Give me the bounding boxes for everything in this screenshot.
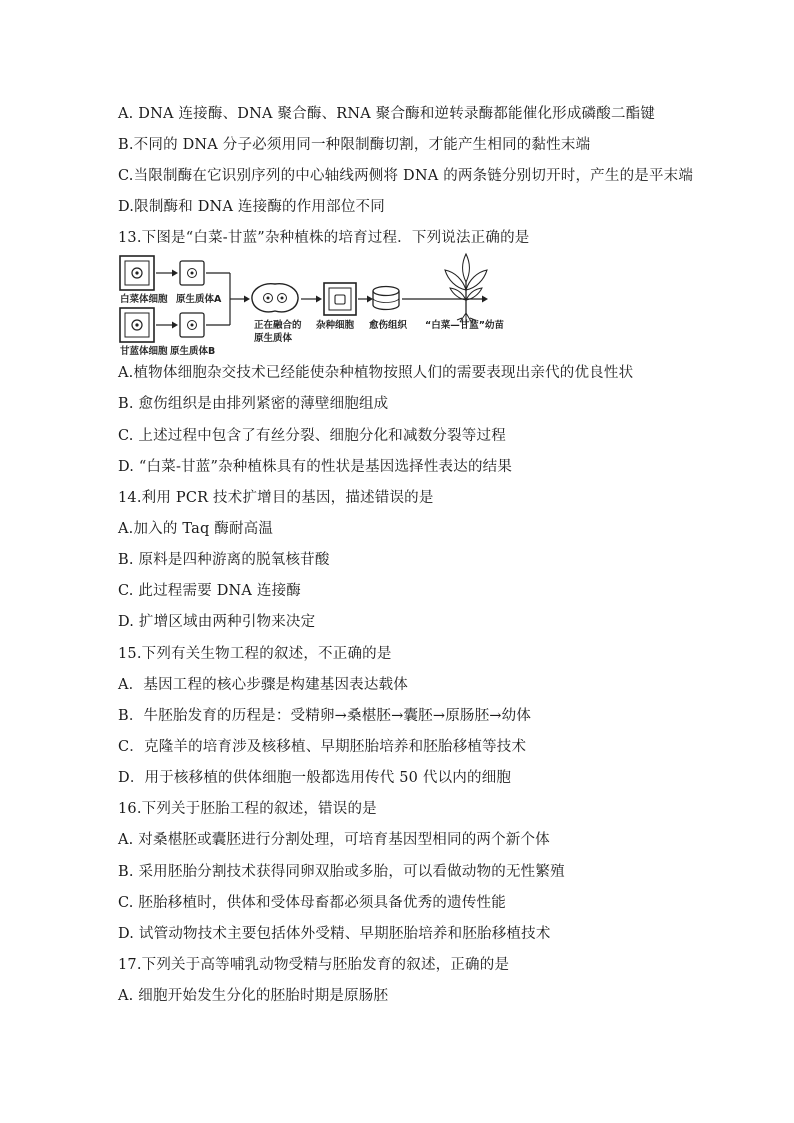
q16-stem: 16.下列关于胚胎工程的叙述，错误的是 [118, 801, 377, 817]
q15-option-a: A．基因工程的核心步骤是构建基因表达载体 [118, 677, 408, 693]
q17-stem: 17.下列关于高等哺乳动物受精与胚胎发育的叙述，正确的是 [118, 957, 510, 973]
ganlan-cell-icon [120, 308, 154, 342]
q13-option-c: C. 上述过程中包含了有丝分裂、细胞分化和减数分裂等过程 [118, 428, 506, 444]
label-callus: 愈伤组织 [369, 320, 408, 331]
q16-option-b: B. 采用胚胎分割技术获得同卵双胎或多胎，可以看做动物的无性繁殖 [118, 864, 565, 880]
q13-option-b: B. 愈伤组织是由排列紧密的薄壁细胞组成 [118, 396, 389, 412]
hybrid-plant-diagram [118, 252, 678, 360]
q12-option-d: D.限制酶和 DNA 连接酶的作用部位不同 [118, 199, 385, 215]
q15-stem: 15.下列有关生物工程的叙述，不正确的是 [118, 646, 392, 662]
q12-option-a: A. DNA 连接酶、DNA 聚合酶、RNA 聚合酶和逆转录酶都能催化形成磷酸二酯键 [118, 106, 656, 122]
label-fusing-2: 原生质体 [254, 333, 293, 344]
protoplast-a-icon [180, 261, 204, 285]
callus-icon [373, 287, 399, 310]
label-protoplast-b: 原生质体B [170, 346, 216, 357]
label-seedling: “白菜—甘蓝”幼苗 [425, 320, 504, 331]
q16-option-c: C. 胚胎移植时，供体和受体母畜都必须具备优秀的遗传性能 [118, 895, 506, 911]
q14-option-b: B. 原料是四种游离的脱氧核苷酸 [118, 552, 330, 568]
q13-stem: 13.下图是“白菜-甘蓝”杂种植株的培育过程．下列说法正确的是 [118, 230, 530, 246]
q17-option-a: A. 细胞开始发生分化的胚胎时期是原肠胚 [118, 988, 389, 1004]
q16-option-a: A. 对桑椹胚或囊胚进行分割处理，可培育基因型相同的两个新个体 [118, 832, 550, 848]
q12-option-c: C.当限制酶在它识别序列的中心轴线两侧将 DNA 的两条链分别切开时，产生的是平末端 [118, 168, 694, 184]
label-hybrid-cell: 杂种细胞 [316, 320, 355, 331]
q16-option-d: D. 试管动物技术主要包括体外受精、早期胚胎培养和胚胎移植技术 [118, 926, 551, 942]
hybrid-cell-icon [324, 283, 356, 315]
label-protoplast-a: 原生质体A [176, 294, 222, 305]
q14-stem: 14.利用 PCR 技术扩增目的基因，描述错误的是 [118, 490, 434, 506]
q12-option-b: B.不同的 DNA 分子必须用同一种限制酶切割，才能产生相同的黏性末端 [118, 137, 591, 153]
baicai-cell-icon [120, 256, 154, 290]
fusing-protoplasts-icon [252, 284, 298, 312]
label-ganlan-cell: 甘蓝体细胞 [120, 346, 168, 357]
q13-option-a: A.植物体细胞杂交技术已经能使杂种植物按照人们的需要表现出亲代的优良性状 [118, 365, 634, 381]
q15-option-c: C．克隆羊的培育涉及核移植、早期胚胎培养和胚胎移植等技术 [118, 739, 527, 755]
q14-option-d: D. 扩增区域由两种引物来决定 [118, 614, 316, 630]
protoplast-b-icon [180, 313, 204, 337]
q14-option-c: C. 此过程需要 DNA 连接酶 [118, 583, 301, 599]
q13-option-d: D. “白菜-甘蓝”杂种植株具有的性状是基因选择性表达的结果 [118, 459, 513, 475]
label-baicai-cell: 白菜体细胞 [120, 294, 168, 305]
q15-option-d: D．用于核移植的供体细胞一般都选用传代 50 代以内的细胞 [118, 770, 512, 786]
q15-option-b: B．牛胚胎发育的历程是：受精卵→桑椹胚→囊胚→原肠胚→幼体 [118, 708, 532, 724]
seedling-icon [445, 254, 487, 324]
label-fusing: 正在融合的 [254, 320, 302, 331]
q14-option-a: A.加入的 Taq 酶耐高温 [118, 521, 274, 537]
